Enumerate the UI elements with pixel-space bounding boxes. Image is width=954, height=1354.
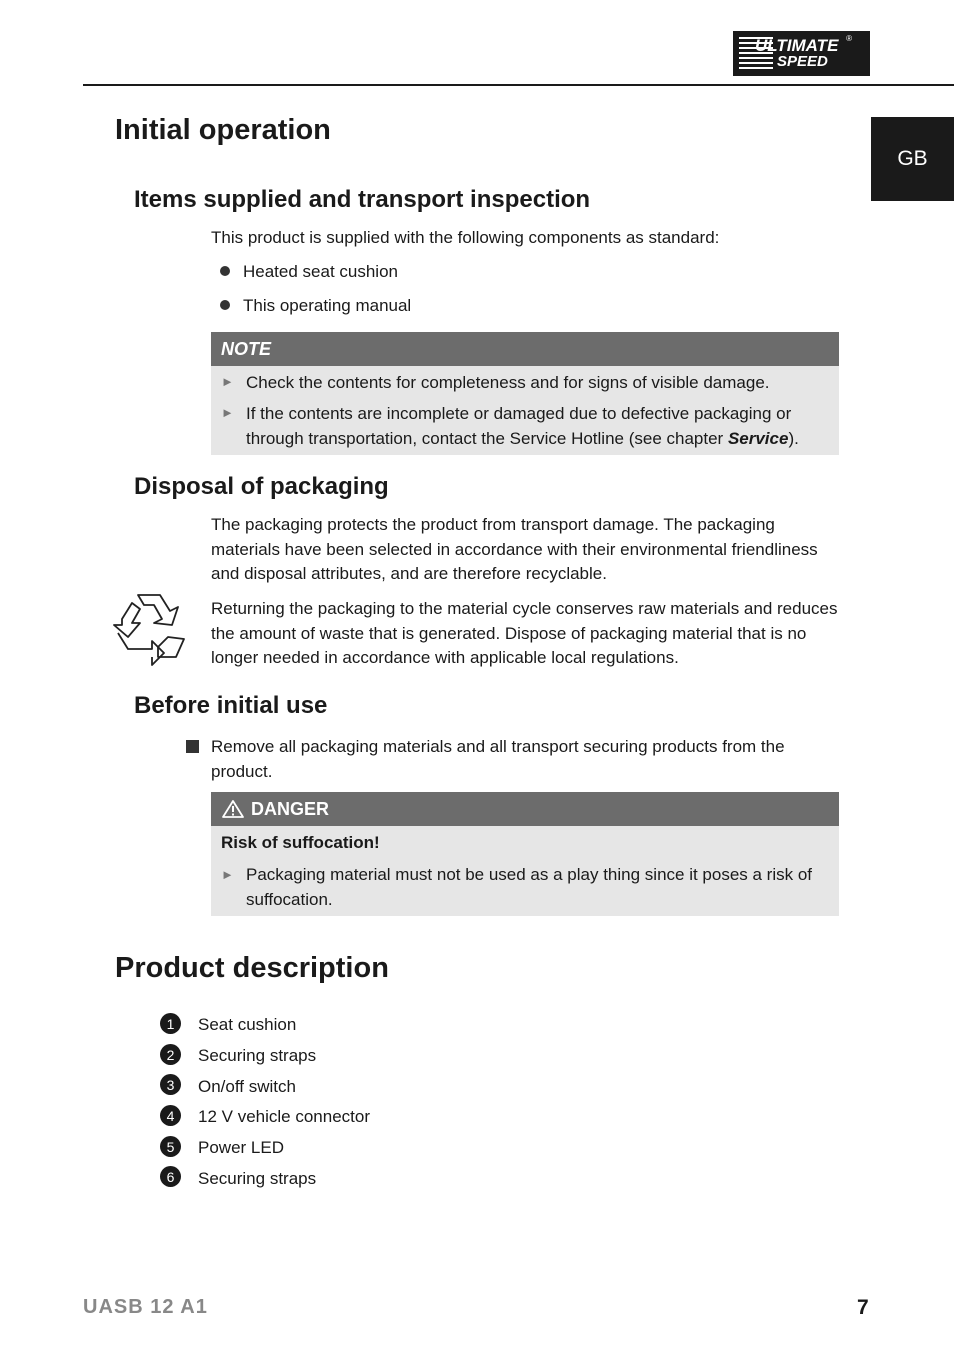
list-item: This operating manual: [243, 296, 412, 315]
note-bullet-line: [246, 427, 831, 452]
danger-bullet: Packaging material must not be used as a play thing since it poses a risk of suffocation.: [246, 865, 813, 909]
step-text: Remove all packaging materials and all transport securing products from the product.: [211, 737, 785, 781]
arrow-bullet-icon: ►: [221, 374, 234, 389]
part-label: Securing straps: [198, 1169, 317, 1188]
part-number-badge: 6: [160, 1166, 181, 1187]
section-title-product-description: Product description: [115, 952, 389, 984]
part-number-badge: 4: [160, 1105, 181, 1126]
step-square-bullet: [186, 740, 199, 753]
note-bullet-line: If the contents are incomplete or damaged due to defective packaging or: [246, 404, 792, 423]
logo-text-bottom: SPEED: [777, 53, 828, 70]
brand-logo: [733, 31, 870, 76]
language-tab: GB: [871, 117, 954, 201]
note-header: [211, 332, 839, 366]
logo-registered-mark: ®: [846, 34, 852, 43]
part-label: Securing straps: [198, 1046, 317, 1065]
note-bullet: [246, 402, 831, 451]
heading-disposal: Disposal of packaging: [134, 473, 389, 500]
chapter-reference: Service: [727, 428, 789, 448]
part-number-badge: 2: [160, 1044, 181, 1065]
danger-header: [211, 792, 839, 826]
part-label: On/off switch: [198, 1077, 296, 1096]
part-number-badge: 5: [160, 1136, 181, 1157]
arrow-bullet-icon: ►: [221, 405, 234, 420]
danger-box: [211, 792, 839, 916]
note-label: NOTE: [221, 338, 272, 359]
note-bullet-text: through transportation, contact the Service Hotline (see chapter: [246, 428, 728, 448]
note-box: [211, 332, 839, 455]
danger-subtitle: Risk of suffocation!: [221, 833, 380, 852]
part-number-badge: 3: [160, 1074, 181, 1095]
note-bullet-text: ).: [788, 428, 799, 448]
footer-model: UASB 12 A1: [83, 1296, 208, 1318]
disposal-paragraph: Returning the packaging to the material cycle conserves raw materials and reduces the amount of waste that is generated. Dispose of packaging material that is no longer needed in accordance with applicable local regulations.: [211, 599, 838, 667]
section-title-initial-operation: Initial operation: [115, 114, 331, 146]
part-label: Seat cushion: [198, 1015, 297, 1034]
logo-text-top: ULTIMATE: [755, 36, 839, 55]
bullet-dot: [220, 266, 230, 276]
part-label: Power LED: [198, 1138, 284, 1157]
page-number: 7: [857, 1296, 869, 1319]
part-number-badge: 1: [160, 1013, 181, 1034]
heading-items-supplied: Items supplied and transport inspection: [134, 186, 591, 213]
arrow-bullet-icon: ►: [221, 867, 234, 882]
warning-triangle-icon: [221, 799, 245, 819]
danger-label: DANGER: [251, 798, 330, 819]
list-item: Heated seat cushion: [243, 262, 398, 281]
disposal-paragraph: The packaging protects the product from transport damage. The packaging materials have been selected in accordance with their environmental friendliness and disposal attributes, and are therefore recyclable.: [211, 515, 818, 583]
heading-before-use: Before initial use: [134, 692, 328, 719]
bullet-dot: [220, 300, 230, 310]
part-label: 12 V vehicle connector: [198, 1107, 370, 1126]
note-bullet: Check the contents for completeness and for signs of visible damage.: [246, 373, 770, 392]
items-intro: This product is supplied with the following components as standard:: [211, 228, 720, 247]
recycling-icon: [108, 589, 190, 667]
header-divider: [83, 84, 954, 86]
